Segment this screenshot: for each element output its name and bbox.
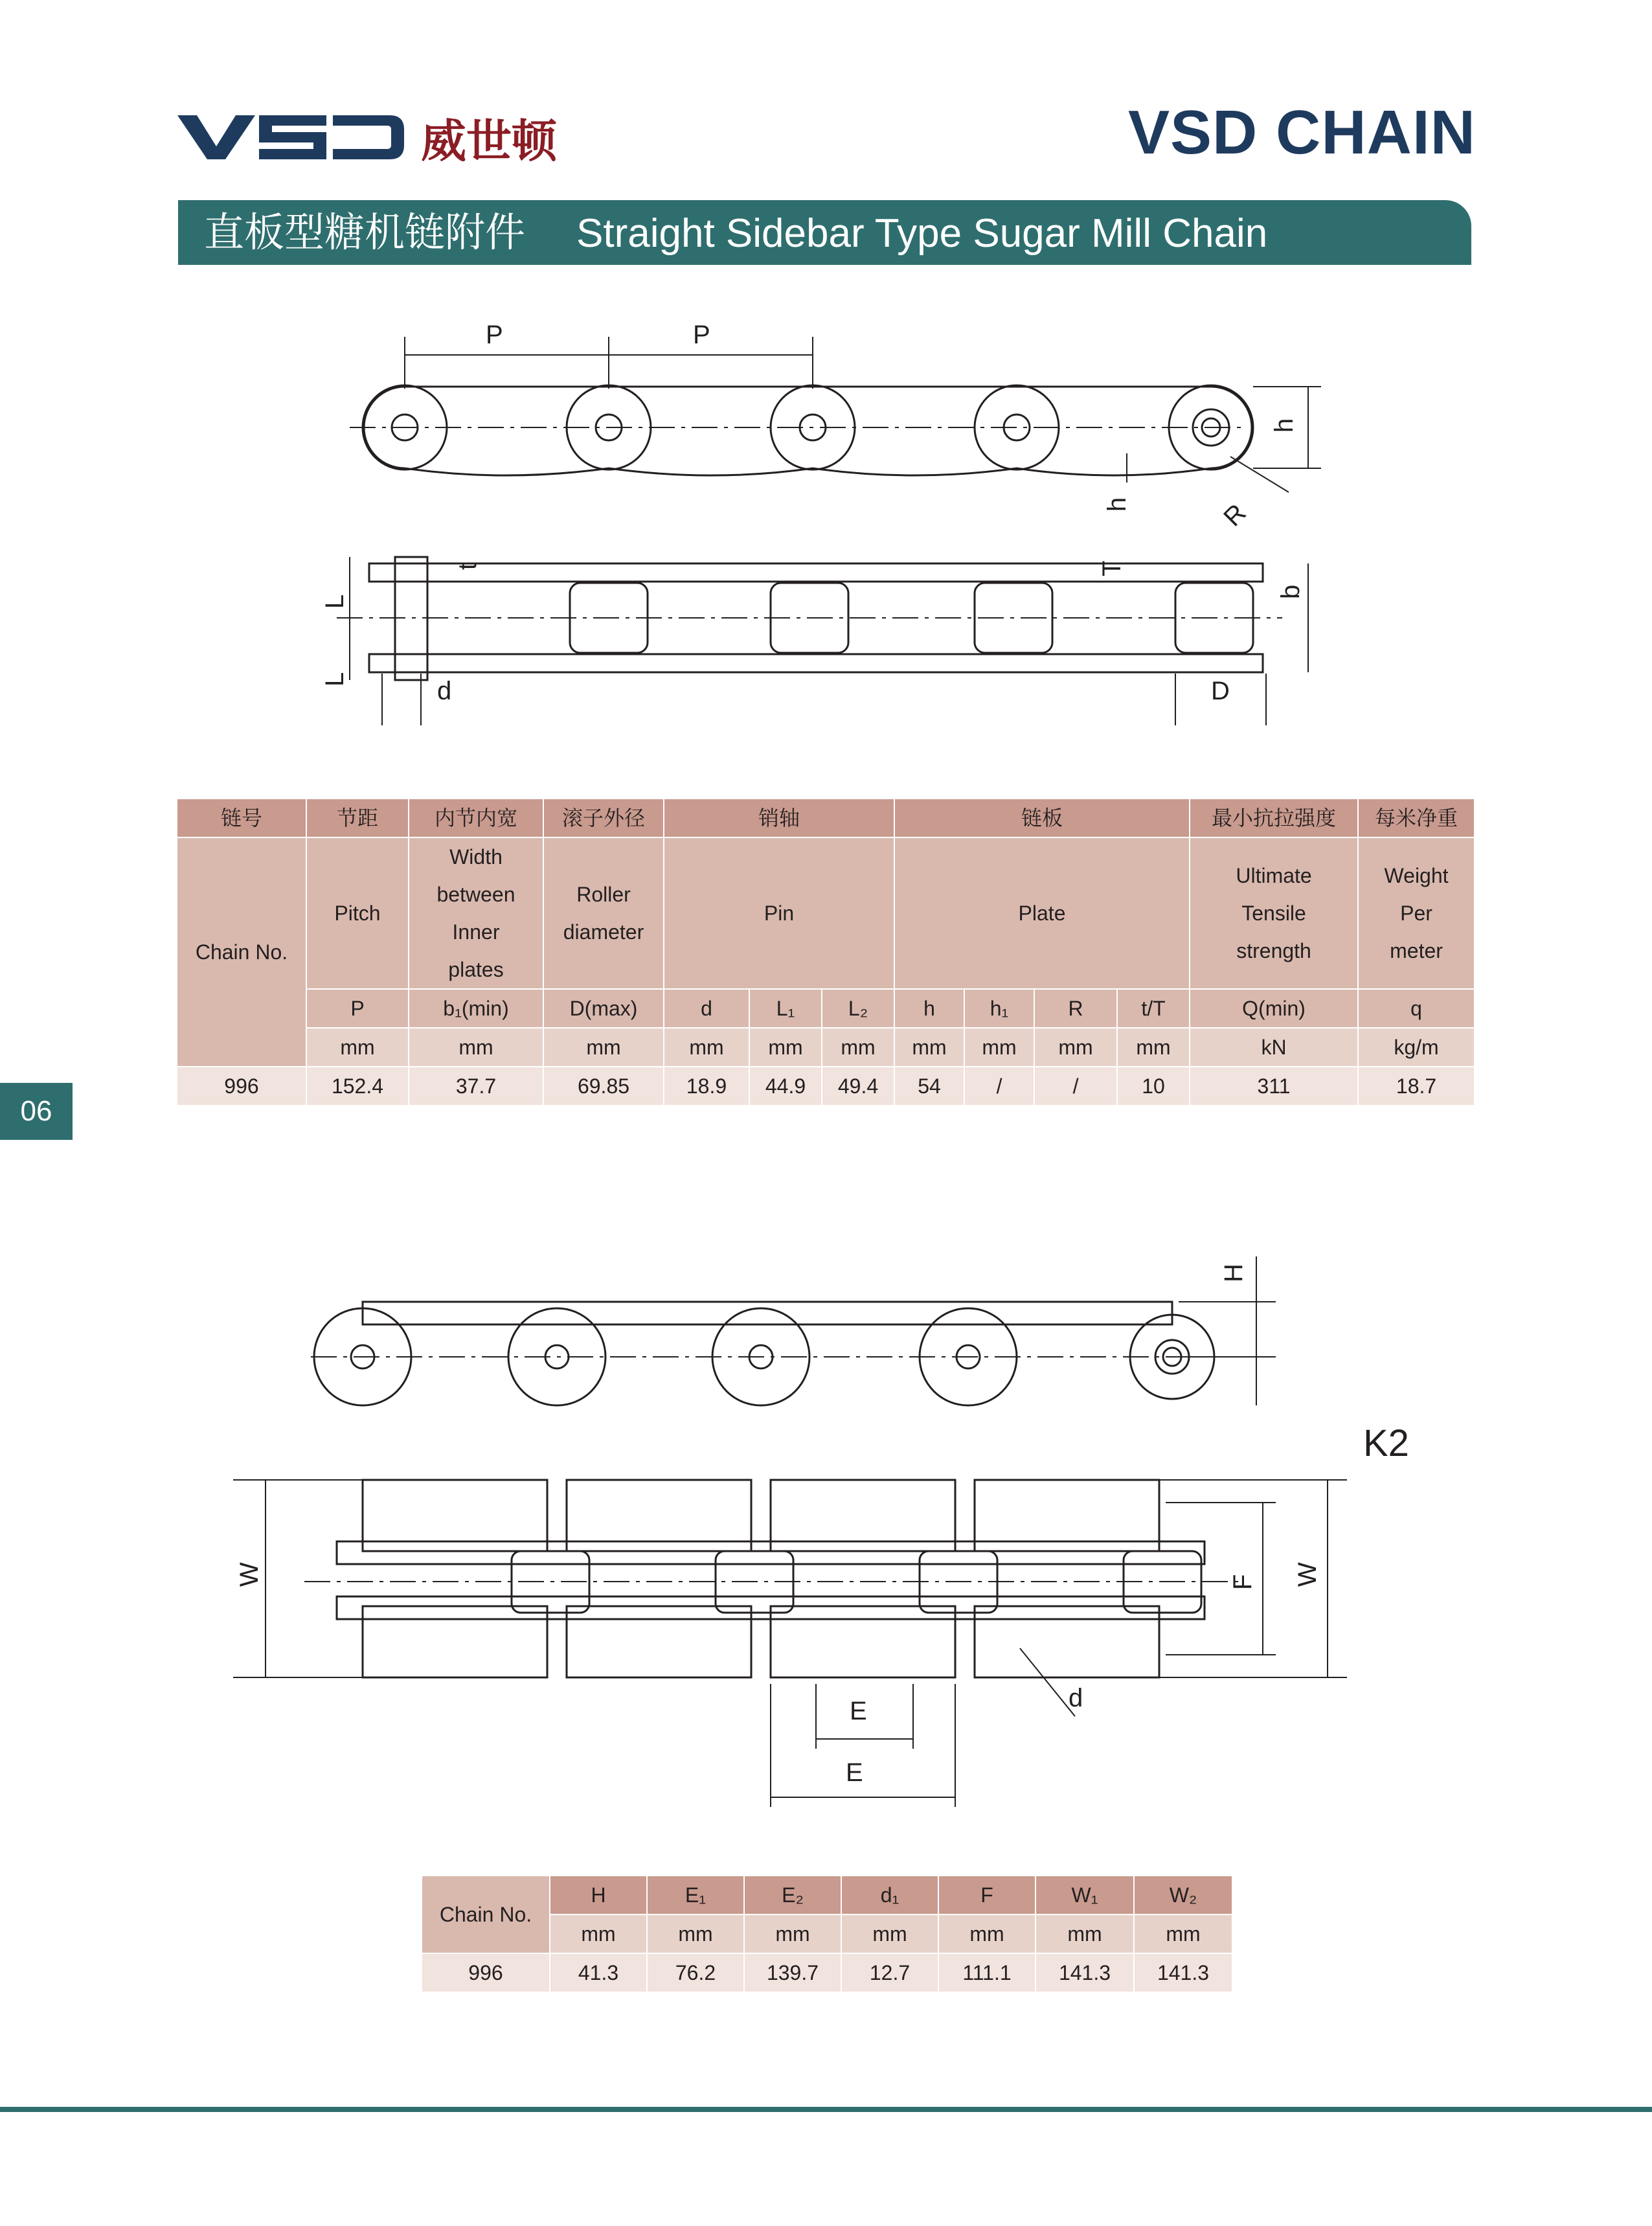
sym-cell: D(max) — [543, 989, 664, 1028]
sym-cell: Q(min) — [1190, 989, 1358, 1028]
cell-value: / — [964, 1067, 1034, 1106]
hdr-zh-width: 内节内宽 — [409, 799, 543, 837]
hdr-zh-weight: 每米净重 — [1358, 799, 1475, 837]
hdr-en-roller-line: Roller — [576, 883, 631, 906]
t2-cell-value: 12.7 — [841, 1953, 938, 1992]
hdr-en-weight-line: meter — [1390, 939, 1443, 962]
label-e2: E — [846, 1758, 863, 1787]
sym-cell: b₁(min) — [409, 989, 543, 1028]
title-zh: 直板型糖机链附件 — [204, 209, 526, 256]
unit-cell: mm — [543, 1028, 664, 1067]
label-l2: L — [321, 672, 349, 687]
sym-cell: L₁ — [749, 989, 822, 1028]
hdr-en-weight-line: Per — [1400, 902, 1432, 925]
label-r: R — [1218, 498, 1252, 532]
hdr-zh-tensile: 最小抗拉强度 — [1190, 799, 1358, 837]
sym-cell: d — [664, 989, 749, 1028]
t2-unit-cell: mm — [841, 1914, 938, 1953]
unit-cell: mm — [749, 1028, 822, 1067]
cell-chain-no: 996 — [177, 1067, 306, 1106]
sym-cell: L₂ — [822, 989, 894, 1028]
label-e1: E — [850, 1697, 867, 1725]
label-b1: b — [1276, 584, 1305, 599]
table-row — [422, 1953, 1232, 1992]
sym-cell: R — [1034, 989, 1117, 1028]
hdr-zh-roller: 滚子外径 — [543, 799, 664, 837]
label-d1: d — [1069, 1684, 1083, 1712]
hdr-zh-pin: 销轴 — [664, 799, 894, 837]
cell-value: 311 — [1190, 1067, 1358, 1106]
label-w2: W — [235, 1562, 264, 1587]
label-H: H — [1219, 1264, 1248, 1282]
cell-value: 37.7 — [409, 1067, 543, 1106]
t2-unit-cell: mm — [1134, 1914, 1232, 1953]
hdr-en-chain-no: Chain No. — [177, 837, 306, 1067]
unit-cell: mm — [822, 1028, 894, 1067]
cell-value: 10 — [1117, 1067, 1190, 1106]
sym-cell: P — [306, 989, 409, 1028]
hdr-en-width-line: Inner — [452, 920, 500, 944]
hdr-en-pitch: Pitch — [306, 837, 409, 989]
hdr-en-plate: Plate — [894, 837, 1190, 989]
unit-cell: mm — [964, 1028, 1034, 1067]
attachment-type-label: K2 — [1363, 1422, 1409, 1464]
sym-cell: h — [894, 989, 964, 1028]
t2-sym-cell: H — [550, 1876, 647, 1914]
hdr-en-tensile-line: Tensile — [1241, 902, 1306, 925]
unit-cell: kN — [1190, 1028, 1358, 1067]
t2-unit-cell: mm — [1035, 1914, 1134, 1953]
hdr-en-width-line: Width — [449, 845, 503, 869]
label-p1: P — [486, 321, 503, 349]
unit-cell: kg/m — [1358, 1028, 1475, 1067]
cell-value: / — [1034, 1067, 1117, 1106]
t2-cell-value: 141.3 — [1035, 1953, 1134, 1992]
hdr-en-tensile-line: Ultimate — [1236, 864, 1312, 887]
label-t-small: t — [453, 562, 482, 570]
label-F: F — [1228, 1574, 1257, 1590]
unit-cell: mm — [1034, 1028, 1117, 1067]
sym-cell: h₁ — [964, 989, 1034, 1028]
label-p2: P — [693, 321, 710, 349]
t2-unit-cell: mm — [647, 1914, 744, 1953]
cell-value: 152.4 — [306, 1067, 409, 1106]
t2-cell-value: 76.2 — [647, 1953, 744, 1992]
hdr-en-width-line: between — [436, 883, 515, 906]
logo-cn-text: 威世顿 — [421, 115, 557, 168]
title-en: Straight Sidebar Type Sugar Mill Chain Attachments — [576, 211, 1268, 305]
t2-sym-cell: E₂ — [744, 1876, 841, 1914]
cell-value: 44.9 — [749, 1067, 822, 1106]
t2-cell-value: 141.3 — [1134, 1953, 1232, 1992]
brand-title: VSD CHAIN — [1127, 98, 1476, 167]
hdr-en-weight-line: Weight — [1384, 864, 1449, 887]
hdr-zh-plate: 链板 — [894, 799, 1190, 837]
label-h: h — [1270, 418, 1298, 433]
t2-cell-value: 41.3 — [550, 1953, 647, 1992]
t2-cell-value: 111.1 — [938, 1953, 1035, 1992]
k2-top-view — [233, 1480, 1347, 1807]
label-w1: W — [1293, 1562, 1322, 1587]
cell-value: 18.7 — [1358, 1067, 1475, 1106]
t2-sym-cell: W₁ — [1035, 1876, 1134, 1914]
t2-unit-cell: mm — [938, 1914, 1035, 1953]
unit-cell: mm — [306, 1028, 409, 1067]
label-D: D — [1211, 677, 1230, 705]
unit-cell: mm — [664, 1028, 749, 1067]
label-t: T — [1098, 560, 1126, 576]
attachment-spec-table — [421, 1875, 1233, 1993]
t2-hdr-chain-no: Chain No. — [422, 1876, 550, 1953]
cell-value: 69.85 — [543, 1067, 664, 1106]
k2-side-view — [311, 1256, 1276, 1405]
hdr-en-roller-line: diameter — [563, 920, 644, 944]
label-d: d — [437, 677, 452, 705]
t2-sym-cell: F — [938, 1876, 1035, 1914]
sym-cell: t/T — [1117, 989, 1190, 1028]
cell-value: 18.9 — [664, 1067, 749, 1106]
hdr-zh-chain-no: 链号 — [177, 799, 306, 837]
label-h1: h — [1103, 497, 1131, 512]
page-section-tab: 06 — [0, 1083, 73, 1140]
cell-value: 49.4 — [822, 1067, 894, 1106]
t2-sym-cell: E₁ — [647, 1876, 744, 1914]
label-l1: L — [321, 594, 349, 609]
hdr-zh-pitch: 节距 — [306, 799, 409, 837]
hdr-en-width-line: plates — [448, 958, 504, 981]
t2-sym-cell: d₁ — [841, 1876, 938, 1914]
footer-rule — [0, 2107, 1652, 2112]
sym-cell: q — [1358, 989, 1475, 1028]
t2-cell-value: 139.7 — [744, 1953, 841, 1992]
t2-sym-cell: W₂ — [1134, 1876, 1232, 1914]
unit-cell: mm — [1117, 1028, 1190, 1067]
t2-cell-chain-no: 996 — [422, 1953, 550, 1992]
t2-unit-cell: mm — [550, 1914, 647, 1953]
hdr-en-pin: Pin — [664, 837, 894, 989]
unit-cell: mm — [409, 1028, 543, 1067]
unit-cell: mm — [894, 1028, 964, 1067]
cell-value: 54 — [894, 1067, 964, 1106]
hdr-en-tensile-line: strength — [1236, 939, 1311, 962]
t2-unit-cell: mm — [744, 1914, 841, 1953]
